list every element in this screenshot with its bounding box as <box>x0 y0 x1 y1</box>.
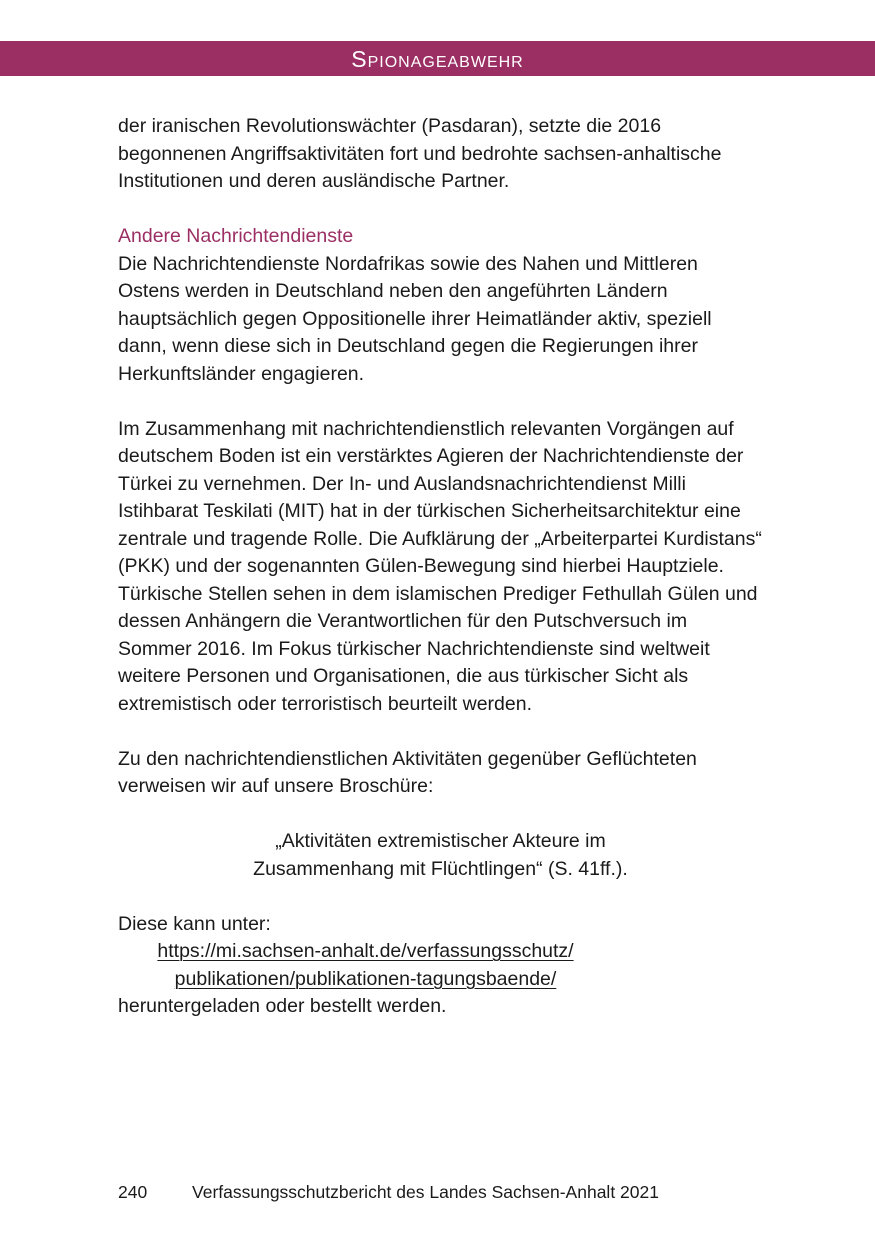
download-link[interactable] <box>118 938 613 966</box>
download-link-line-2[interactable]: publikationen/publikationen-tagungsbaende/ <box>174 967 557 990</box>
paragraph-iran: der iranischen Revolutionswächter (Pasdaran), setzte die 2016 begonnenen Angriffsaktivitäten fort und bedrohte sachsen-anhaltische Institutionen und deren ausländische Partner. <box>118 115 722 192</box>
section-heading: Andere Nachrichtendienste <box>118 225 354 247</box>
page-number: 240 <box>118 1182 148 1202</box>
brochure-title-line-2: Zusammenhang mit Flüchtlingen“ (S. 41ff.). <box>253 857 628 880</box>
brochure-title-line-1: „Aktivitäten extremistischer Akteure im <box>275 830 606 852</box>
download-intro: Diese kann unter: <box>118 912 271 935</box>
chapter-header-bar <box>0 41 875 76</box>
chapter-title: Spionageabwehr <box>351 46 524 72</box>
main-content <box>118 113 763 1021</box>
download-link-continued[interactable] <box>118 966 613 994</box>
publication-title: Verfassungsschutzbericht des Landes Sachsen-Anhalt 2021 <box>192 1182 659 1202</box>
page-footer <box>118 1180 659 1204</box>
paragraph-other-services: Die Nachrichtendienste Nordafrikas sowie des Nahen und Mittleren Ostens werden in Deutschland neben den angeführten Ländern hauptsächlich gegen Oppositionelle ihrer Heimatländer aktiv, speziell dann, wenn diese sich in Deutschland gegen die Regierungen ihrer Herkunftsländer engagieren. <box>118 252 712 385</box>
paragraph-turkey: Im Zusammenhang mit nachrichtendienstlich relevanten Vorgängen auf deutschem Boden ist ein verstärktes Agieren der Nachrichtendienste der Türkei zu vernehmen. Der In- und Auslandsnachrichtendienst Milli Istihbarat Teskilati (MIT) hat in der türkischen Sicherheitsarchitektur eine zentrale und tragende Rolle. Die Aufklärung der „Arbeiterpartei Kurdistans“ (PKK) und der sogenannten Gülen-Bewegung sind hierbei Hauptziele. Türkische Stellen sehen in dem islamischen Prediger Fethullah Gülen und dessen Anhängern die Verantwortlichen für den Putschversuch im Sommer 2016. Im Fokus türkischer Nachrichtendienste sind weltweit weitere Personen und Organisationen, die aus türkischer Sicht als extremistisch oder terroristisch beurteilt werden. <box>118 417 762 715</box>
download-link-line-1[interactable]: https://mi.sachsen-anhalt.de/verfassungsschutz/ <box>157 940 574 962</box>
paragraph-brochure-reference: Zu den nachrichtendienstlichen Aktivitäten gegenüber Geflüchteten verweisen wir auf unsere Broschüre: <box>118 747 697 797</box>
download-outro: heruntergeladen oder bestellt werden. <box>118 995 447 1017</box>
